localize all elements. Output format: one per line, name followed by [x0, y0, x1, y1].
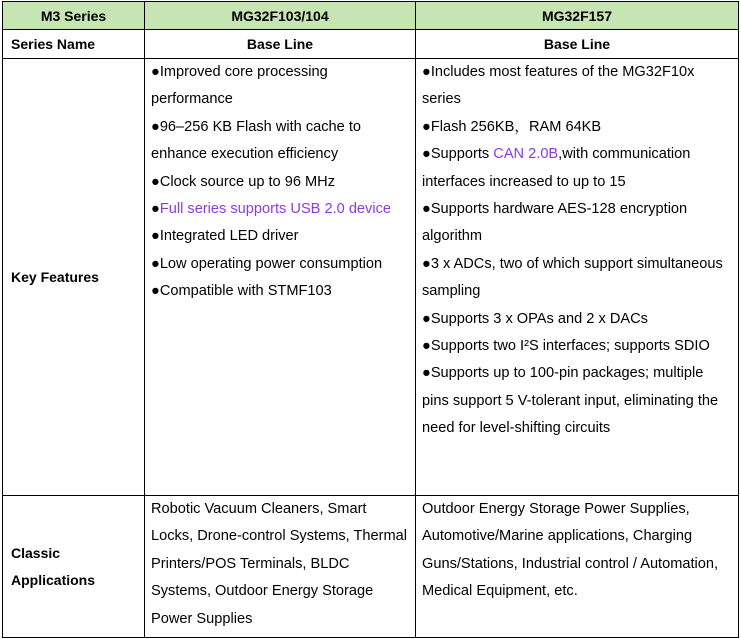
highlight-usb: Full series supports USB 2.0 device [159, 201, 391, 218]
classic-applications-label [3, 496, 145, 638]
feature-item: ●3 x ADCs, two of which support simultaneous sampling [422, 255, 723, 300]
feature-item: ●Clock source up to 96 MHz [151, 173, 336, 190]
series-name-row [3, 30, 739, 59]
key-features-mg32f103 [145, 59, 416, 496]
feature-item: ●Integrated LED driver [151, 228, 299, 245]
feature-item: ●Low operating power consumption [151, 255, 383, 272]
label-line: Classic [11, 544, 61, 561]
feature-item: ●Includes most features of the MG32F10x series [422, 64, 695, 108]
feature-item: ●Improved core processing performance [151, 64, 328, 108]
header-row [3, 2, 739, 30]
comparison-table [2, 1, 739, 638]
feature-item: ●Supports up to 100-pin packages; multiple pins support 5 V-tolerant input, eliminating the need for level-shifting circuits [422, 365, 719, 437]
feature-item: ●Compatible with STMF103 [151, 283, 332, 300]
series-name-mg32f157: Base Line [416, 30, 739, 59]
feature-item: ●Supports CAN 2.0B,with communication interfaces increased to up to 15 [422, 146, 691, 190]
classic-applications-row [3, 496, 739, 638]
series-name-mg32f103: Base Line [145, 30, 416, 59]
series-name-label: Series Name [3, 30, 145, 59]
applications-mg32f103: Robotic Vacuum Cleaners, Smart Locks, Drone-control Systems, Thermal Printers/POS Terminals, BLDC Systems, Outdoor Energy Storage Power Supplies [145, 496, 416, 638]
key-features-label: Key Features [3, 59, 145, 496]
label-line: Applications [11, 571, 96, 588]
feature-item: ●Supports 3 x OPAs and 2 x DACs [422, 310, 648, 327]
key-features-mg32f157 [416, 59, 739, 496]
header-mg32f157: MG32F157 [416, 2, 739, 30]
highlight-can: CAN 2.0B [493, 146, 559, 163]
applications-mg32f157: Outdoor Energy Storage Power Supplies, Automotive/Marine applications, Charging Guns/Stations, Industrial control / Automation, Medical Equipment, etc. [416, 496, 739, 638]
feature-item: ●Supports hardware AES-128 encryption algorithm [422, 201, 688, 245]
key-features-row [3, 59, 739, 496]
header-m3-series: M3 Series [3, 2, 145, 30]
feature-item: ●Supports two I²S interfaces; supports SDIO [422, 338, 710, 355]
header-mg32f103-104: MG32F103/104 [145, 2, 416, 30]
feature-item: ●Full series supports USB 2.0 device [151, 201, 391, 218]
feature-item: ●Flash 256KB，RAM 64KB [422, 118, 602, 135]
feature-item: ●96–256 KB Flash with cache to enhance execution efficiency [151, 118, 362, 163]
